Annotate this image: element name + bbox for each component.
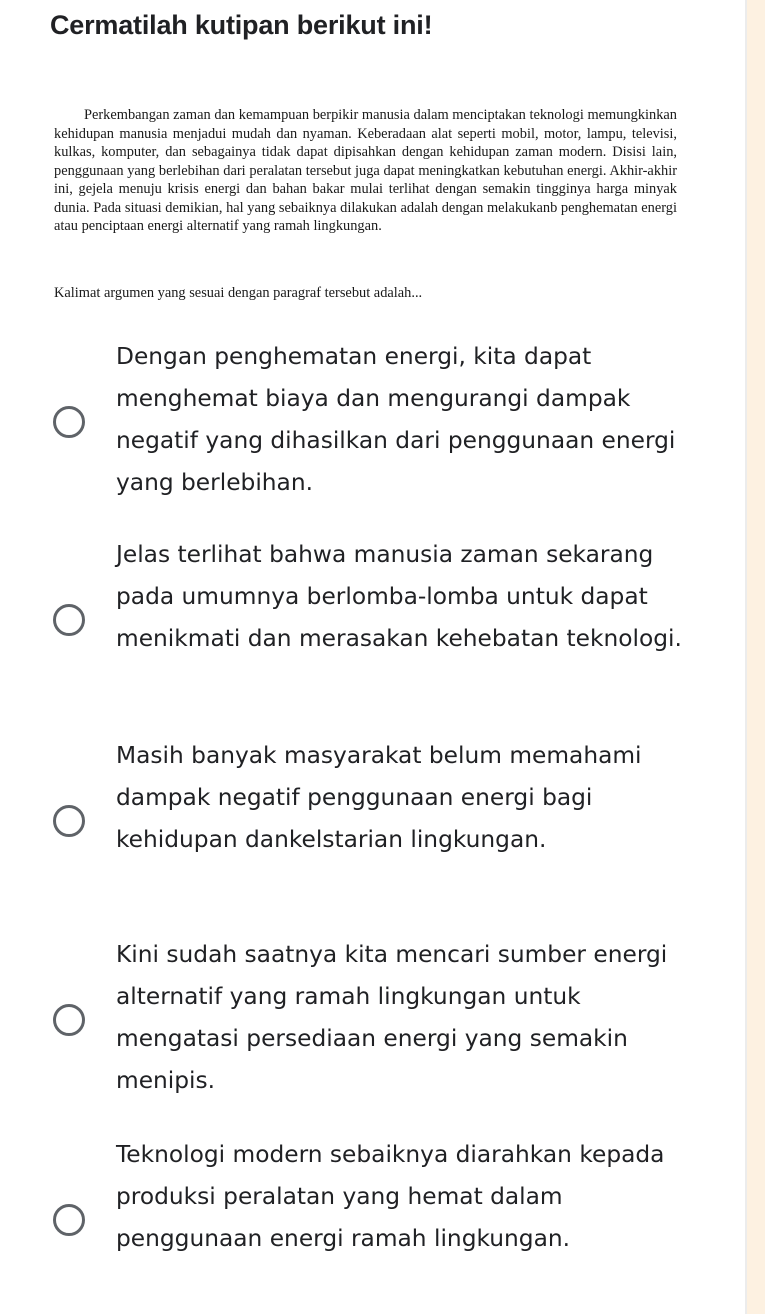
option-label: Masih banyak masyarakat belum memahami dampak negatif penggunaan energi bagi kehidupan dankelstarian lingkungan. — [116, 742, 642, 853]
option-c[interactable] — [0, 735, 740, 905]
option-label: Teknologi modern sebaiknya diarahkan kepada produksi peralatan yang hemat dalam penggunaan energi ramah lingkungan. — [116, 1141, 665, 1252]
option-label: Dengan penghematan energi, kita dapat menghemat biaya dan mengurangi dampak negatif yang dihasilkan dari penggunaan energi yang berlebihan. — [116, 343, 676, 496]
option-label: Kini sudah saatnya kita mencari sumber energi alternatif yang ramah lingkungan untuk mengatasi persediaan energi yang semakin menipis. — [116, 941, 668, 1094]
option-e[interactable] — [0, 1134, 740, 1304]
option-b[interactable] — [0, 534, 740, 704]
radio-button-icon[interactable] — [53, 406, 85, 438]
option-a[interactable] — [0, 336, 740, 506]
radio-button-icon[interactable] — [53, 1204, 85, 1236]
option-d[interactable] — [0, 934, 740, 1104]
radio-button-icon[interactable] — [53, 1004, 85, 1036]
radio-button-icon[interactable] — [53, 604, 85, 636]
right-edge-strip — [745, 0, 765, 1314]
option-label: Jelas terlihat bahwa manusia zaman sekarang pada umumnya berlomba-lomba untuk dapat menikmati dan merasakan kehebatan teknologi. — [116, 541, 682, 652]
passage-text — [54, 106, 677, 236]
passage-paragraph: Perkembangan zaman dan kemampuan berpikir manusia dalam menciptakan teknologi memungkinkan kehidupan manusia menjadui mudah dan nyaman. Keberadaan alat seperti mobil, motor, lampu, televisi, kulkas, komputer, dan sebagainya tidak dapat dipisahkan dengan kehidupan zaman modern. Disisi lain, penggunaan yang berlebihan dari peralatan tersebut juga dapat meningkatkan kebutuhan energi. Akhir-akhir ini, gejela menuju krisis energi dan bahan bakar mulai terlihat dengan semakin tingginya harga minyak dunia. Pada situasi demikian, hal yang sebaiknya dilakukan adalah dengan melakukanb penghematan energi atau penciptaan energi alternatif yang ramah lingkungan. — [54, 107, 677, 234]
question-text: Kalimat argumen yang sesuai dengan paragraf tersebut adalah... — [54, 285, 423, 301]
page-title: Cermatilah kutipan berikut ini! — [50, 10, 433, 40]
radio-button-icon[interactable] — [53, 805, 85, 837]
